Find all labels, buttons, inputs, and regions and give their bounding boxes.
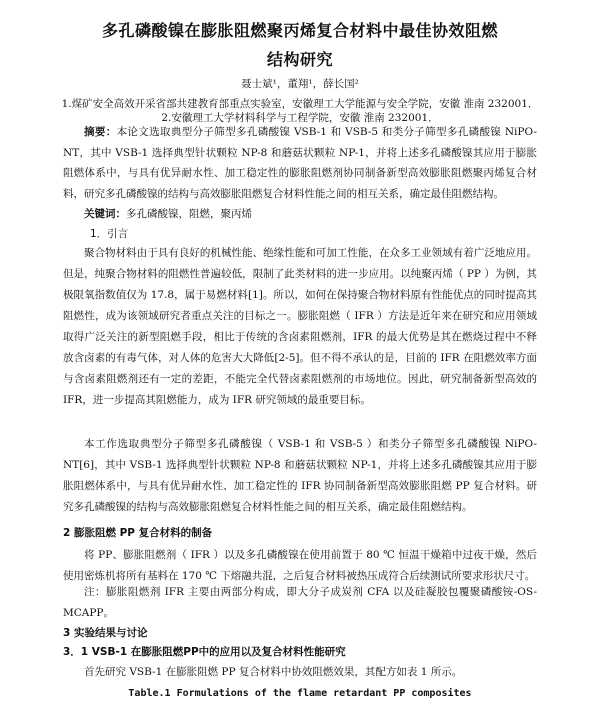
- paper-title-line-1: 多孔磷酸镍在膨胀阻燃聚丙烯复合材料中最佳协效阻燃: [101, 21, 498, 40]
- abstract-label: 摘要：: [84, 126, 117, 138]
- keywords: [63, 204, 537, 225]
- intro-paragraph-1: 聚合物材料由于具有良好的机械性能、绝缘性能和可加工性能，在众多工业领域有着广泛地应用。但是，纯聚合物材料的阻燃性普遍较低，限制了此类材料的进一步应用。以纯聚丙烯（ PP ）为例，其极限氧指数值仅为 17.8，属于易燃材料[1]。所以，如何在保持聚合物材料原有性能优点的同时提高其阻燃性，成为该领域研究者重点关注的目标之一。膨胀阻燃（ IFR ）方法是近年来在研究和应用领域取得广泛关注的新型阻燃手段，相比于传统的含卤素阻燃剂，IFR 的最大优势是其在燃烧过程中不释放含卤素的有毒气体，对人体的危害大大降低[2-5]。但不得不承认的是，目前的 IFR 在阻燃效率方面与含卤素阻燃剂还有一定的差距，不能完全代替卤素阻燃剂的市场地位。因此，研究制备新型高效的 IFR，进一步提高其阻燃能力，成为 IFR 研究领域的最重要目标。: [63, 247, 537, 406]
- section-1-heading: 1．引言: [90, 228, 129, 240]
- keywords-text: 多孔磷酸镍，阻燃，聚丙烯: [126, 208, 252, 220]
- affiliation-1: 1.煤矿安全高效开采省部共建教育部重点实验室，安徽理工大学能源与安全学院，安徽 淮南 232001．: [61, 98, 539, 110]
- abstract: [63, 122, 537, 204]
- results-paragraph: 首先研究 VSB-1 在膨胀阻燃 PP 复合材料中协效阻燃效果，其配方如表 1 所示。: [84, 666, 463, 678]
- table-caption: Table.1 Formulations of the flame retardant PP composites: [128, 688, 472, 699]
- note-paragraph: 注：膨胀阻燃剂 IFR 主要由两部分构成，即大分子成炭剂 CFA 以及硅凝胶包覆聚磷酸铵-OS-MCAPP。: [63, 586, 537, 619]
- section-2-heading: 2 膨胀阻燃 PP 复合材料的制备: [63, 527, 213, 539]
- intro-paragraph-2: 本工作选取典型分子筛型多孔磷酸镍（ VSB-1 和 VSB-5 ）和类分子筛型多孔磷酸镍 NiPO-NT[6]，其中 VSB-1 选择典型针状颗粒 NP-8 和蘑菇状颗粒 NP-1，并将上述多孔磷酸镍其应用于膨胀阻燃体系中，与具有优异耐水性、加工稳定性的 IFR 协同制备新型高效膨胀阻燃 PP 复合材料。研究多孔磷酸镍的结构与高效膨胀阻燃复合材料性能之间的相互关系，确定最佳阻燃结构。: [63, 438, 537, 513]
- paper-title-line-2: 结构研究: [266, 50, 333, 69]
- authors: 聂士斌¹，董翔¹，薛长国²: [241, 78, 359, 90]
- preparation-paragraph: 将 PP、膨胀阻燃剂（ IFR ）以及多孔磷酸镍在使用前置于 80 ℃ 恒温干燥箱中过夜干燥，然后使用密炼机将所有基料在 170 ℃ 下熔融共混，之后复合材料被热压成符合后续测试所要求形状尺寸。: [63, 549, 537, 582]
- section-3-1-heading: 3．1 VSB-1 在膨胀阻燃PP中的应用以及复合材料性能研究: [63, 646, 346, 658]
- affiliation-2: 2.安徽理工大学材料科学与工程学院，安徽 淮南 232001．: [161, 112, 439, 124]
- keywords-label: 关键词：: [84, 208, 126, 220]
- section-3-heading: 3 实验结果与讨论: [63, 627, 148, 639]
- abstract-text: 本论文选取典型分子筛型多孔磷酸镍 VSB-1 和 VSB-5 和类分子筛型多孔磷酸镍 NiPO-NT，其中 VSB-1 选择典型针状颗粒 NP-8 和蘑菇状颗粒 NP-1，并将上述多孔磷酸镍其应用于膨胀阻燃体系中，与具有优异耐水性、加工稳定性的膨胀阻燃剂协同制备新型高效膨胀阻燃聚丙烯复合材料，研究多孔磷酸镍的结构与高效膨胀阻燃复合材料性能之间的相互关系，确定最佳阻燃结构。: [63, 126, 538, 200]
